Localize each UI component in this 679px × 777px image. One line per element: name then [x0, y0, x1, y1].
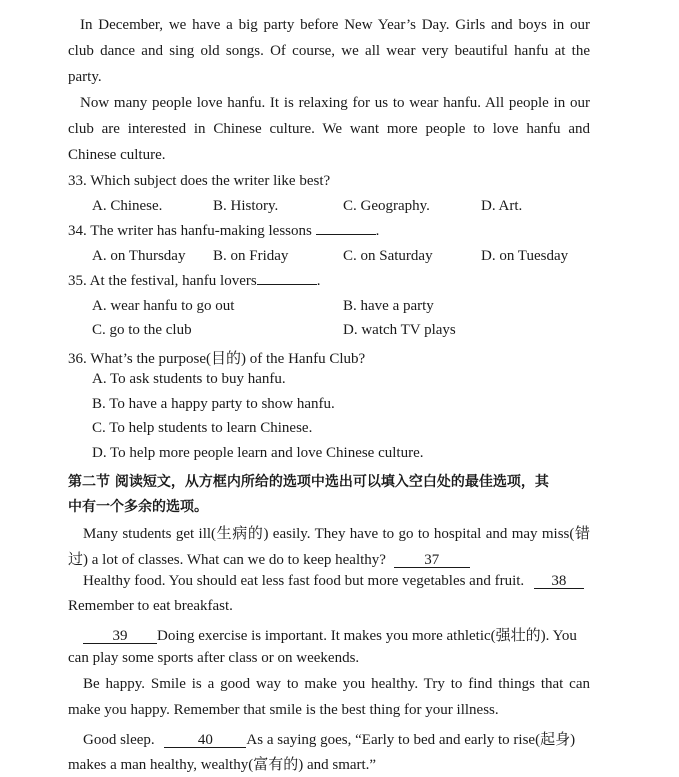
blank-39: 39: [83, 629, 157, 644]
section-2-title-cont: 中有一个多余的选项。: [68, 499, 208, 515]
blank-38: 38: [534, 574, 584, 589]
question-35-stem: [68, 273, 320, 290]
question-36-option-d: D. To help more people learn and love Chinese culture.: [92, 445, 424, 461]
passage-b-line: make you happy. Remember that smile is the best thing for your illness.: [68, 702, 499, 718]
question-33-option-c: C. Geography.: [343, 198, 430, 214]
passage-a-line: Now many people love hanfu. It is relaxing for us to wear hanfu. All people in our: [80, 95, 590, 111]
question-36-option-a: A. To ask students to buy hanfu.: [92, 371, 286, 387]
question-34-blank: [316, 234, 376, 235]
question-36-option-c: C. To help students to learn Chinese.: [92, 420, 313, 436]
question-33-option-b: B. History.: [213, 198, 279, 214]
passage-b-line: can play some sports after class or on weekends.: [68, 650, 360, 666]
question-34-option-c: C. on Saturday: [343, 248, 433, 264]
question-34-option-d: D. on Tuesday: [481, 248, 569, 264]
question-35-option-a: A. wear hanfu to go out: [92, 298, 235, 314]
passage-b-line: Many students get ill(生病的) easily. They have to go to hospital and may miss(错: [83, 526, 590, 542]
passage-b-text: Doing exercise is important. It makes you more athletic(强壮的). You: [157, 628, 577, 644]
passage-b-text: Healthy food. You should eat less fast food but more vegetables and fruit.: [83, 573, 525, 589]
question-35-option-b: B. have a party: [343, 298, 434, 314]
question-34-stem-end: .: [375, 223, 380, 239]
question-34-text: 34. The writer has hanfu-making lessons: [68, 223, 312, 239]
question-34-option-b: B. on Friday: [213, 248, 289, 264]
question-33-stem: 33. Which subject does the writer like best?: [68, 173, 331, 189]
passage-b-text: Good sleep.: [83, 732, 155, 748]
passage-b-text: 过) a lot of classes. What can we do to keep healthy?: [68, 552, 386, 568]
passage-a-line: club are interested in Chinese culture. We want more people to love hanfu and: [68, 121, 590, 137]
question-33-option-d: D. Art.: [481, 198, 523, 214]
question-33-option-a: A. Chinese.: [92, 198, 163, 214]
passage-b-text: As a saying goes, “Early to bed and early to rise(起身): [246, 732, 576, 748]
question-36-stem: 36. What’s the purpose(目的) of the Hanfu Club?: [68, 351, 366, 367]
passage-a-line: club dance and sing old songs. Of course, we all wear very beautiful hanfu at the: [68, 43, 590, 59]
passage-a-line: Chinese culture.: [68, 147, 166, 163]
blank-37: 37: [394, 553, 470, 568]
passage-b-line: Remember to eat breakfast.: [68, 598, 233, 614]
passage-b-line: [83, 728, 575, 749]
passage-b-line: [83, 624, 577, 645]
question-35-stem-end: .: [316, 273, 321, 289]
question-35-option-c: C. go to the club: [92, 322, 192, 338]
question-35-text: 35. At the festival, hanfu lovers: [68, 273, 257, 289]
question-34-option-a: A. on Thursday: [92, 248, 186, 264]
passage-b-line: [68, 548, 470, 569]
passage-b-line: makes a man healthy, wealthy(富有的) and smart.”: [68, 757, 377, 773]
passage-b-line: [83, 573, 584, 590]
passage-a-line: In December, we have a big party before New Year’s Day. Girls and boys in our: [80, 17, 590, 33]
section-2-title: 第二节 阅读短文，从方框内所给的选项中选出可以填入空白处的最佳选项，其: [68, 474, 549, 490]
passage-a-line: party.: [68, 69, 102, 85]
question-35-option-d: D. watch TV plays: [343, 322, 456, 338]
question-35-blank: [257, 284, 317, 285]
passage-b-line: Be happy. Smile is a good way to make you healthy. Try to find things that can: [83, 676, 590, 692]
question-36-option-b: B. To have a happy party to show hanfu.: [92, 396, 335, 412]
blank-40: 40: [164, 733, 246, 748]
question-34-stem: [68, 223, 379, 240]
